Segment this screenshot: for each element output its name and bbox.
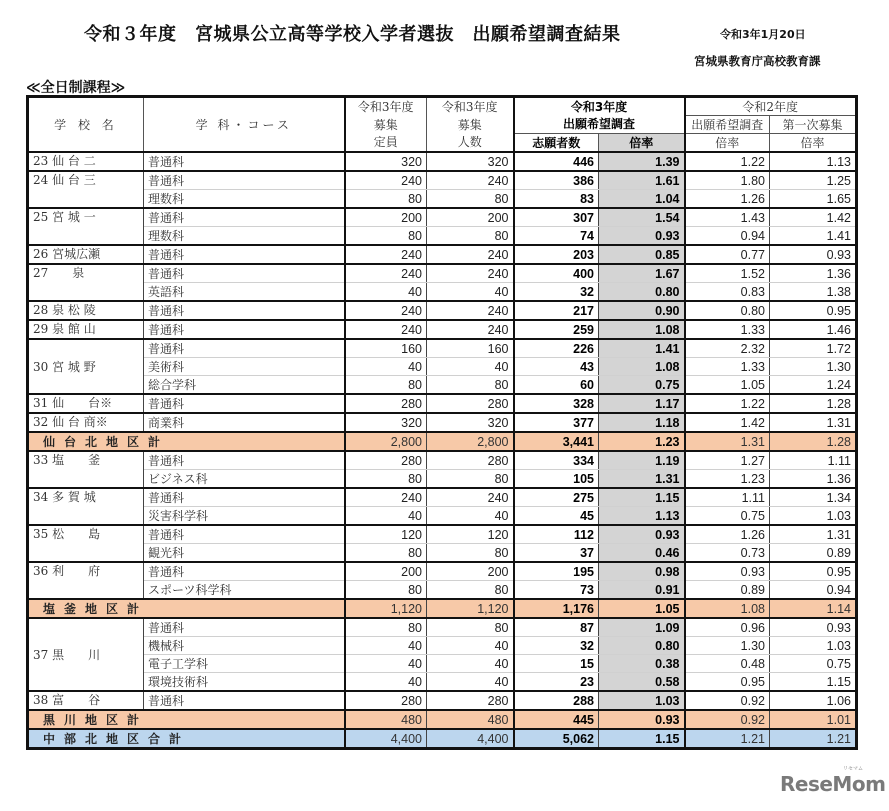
applicants-cell: 1,176 [514, 599, 599, 618]
capacity-cell: 240 [345, 320, 427, 339]
recruit-cell: 80 [427, 618, 514, 637]
applicants-cell: 400 [514, 264, 599, 283]
table-row [28, 507, 857, 526]
course-name: 普通科 [144, 488, 345, 507]
recruit-cell: 40 [427, 673, 514, 692]
applicants-cell: 288 [514, 691, 599, 710]
recruit-cell: 240 [427, 301, 514, 320]
capacity-cell: 80 [345, 376, 427, 395]
school-name: 25 宮 城 一 [28, 208, 144, 245]
header-prev-year: 令和2年度 [685, 97, 857, 116]
ratio-cell: 1.08 [599, 320, 685, 339]
capacity-cell: 240 [345, 488, 427, 507]
header-course: 学 科・コース [144, 97, 345, 153]
table-row [28, 470, 857, 489]
capacity-cell: 80 [345, 190, 427, 209]
recruit-cell: 2,800 [427, 432, 514, 451]
header-recruit-year: 令和3年度 [427, 97, 514, 116]
prev-first-ratio-cell: 1.38 [770, 283, 857, 302]
ratio-cell: 0.58 [599, 673, 685, 692]
table-row [28, 208, 857, 227]
course-name: 理数科 [144, 190, 345, 209]
ratio-cell: 1.13 [599, 507, 685, 526]
capacity-cell: 40 [345, 673, 427, 692]
course-name: 普通科 [144, 562, 345, 581]
capacity-cell: 80 [345, 618, 427, 637]
recruit-cell: 240 [427, 171, 514, 190]
prev-first-ratio-cell: 0.89 [770, 544, 857, 563]
logo-kana: リセマム [843, 766, 863, 772]
prev-survey-ratio-cell: 0.94 [685, 227, 770, 246]
applicants-cell: 386 [514, 171, 599, 190]
prev-survey-ratio-cell: 0.92 [685, 691, 770, 710]
prev-first-ratio-cell: 1.34 [770, 488, 857, 507]
recruit-cell: 40 [427, 637, 514, 655]
course-name: 普通科 [144, 394, 345, 413]
capacity-cell: 1,120 [345, 599, 427, 618]
course-name: 普通科 [144, 618, 345, 637]
header-capacity-year: 令和3年度 [345, 97, 427, 116]
prev-survey-ratio-cell: 0.73 [685, 544, 770, 563]
prev-first-ratio-cell: 1.06 [770, 691, 857, 710]
recruit-cell: 40 [427, 283, 514, 302]
capacity-cell: 200 [345, 208, 427, 227]
applicants-cell: 226 [514, 339, 599, 358]
prev-first-ratio-cell: 1.28 [770, 394, 857, 413]
prev-first-ratio-cell: 1.31 [770, 525, 857, 544]
capacity-cell: 40 [345, 637, 427, 655]
ratio-cell: 1.41 [599, 339, 685, 358]
recruit-cell: 80 [427, 581, 514, 600]
prev-survey-ratio-cell: 2.32 [685, 339, 770, 358]
course-name: 普通科 [144, 245, 345, 264]
school-name: 23 仙 台 二 [28, 152, 144, 171]
capacity-cell: 2,800 [345, 432, 427, 451]
applicants-cell: 203 [514, 245, 599, 264]
ratio-cell: 1.31 [599, 470, 685, 489]
grand-total-row [28, 729, 857, 749]
applicants-cell: 87 [514, 618, 599, 637]
applicants-cell: 105 [514, 470, 599, 489]
school-name: 35 松 島 [28, 525, 144, 562]
capacity-cell: 40 [345, 358, 427, 376]
table-row [28, 339, 857, 358]
school-name: 28 泉 松 陵 [28, 301, 144, 320]
recruit-cell: 40 [427, 507, 514, 526]
ratio-cell: 0.93 [599, 525, 685, 544]
prev-survey-ratio-cell: 1.22 [685, 394, 770, 413]
header-school: 学 校 名 [28, 97, 144, 153]
recruit-cell: 80 [427, 544, 514, 563]
recruit-cell: 120 [427, 525, 514, 544]
prev-survey-ratio-cell: 0.95 [685, 673, 770, 692]
table-row [28, 525, 857, 544]
course-name: 英語科 [144, 283, 345, 302]
school-name: 27 泉 [28, 264, 144, 301]
capacity-cell: 280 [345, 451, 427, 470]
table-row [28, 283, 857, 302]
ratio-cell: 0.85 [599, 245, 685, 264]
course-name: 普通科 [144, 264, 345, 283]
results-table [26, 95, 858, 750]
applicants-cell: 445 [514, 710, 599, 729]
prev-survey-ratio-cell: 0.75 [685, 507, 770, 526]
prev-survey-ratio-cell: 1.27 [685, 451, 770, 470]
capacity-cell: 240 [345, 171, 427, 190]
prev-survey-ratio-cell: 1.23 [685, 470, 770, 489]
recruit-cell: 80 [427, 376, 514, 395]
subtotal-row [28, 599, 857, 618]
school-name: 38 富 谷 [28, 691, 144, 710]
course-name: 電子工学科 [144, 655, 345, 673]
ratio-cell: 0.93 [599, 227, 685, 246]
prev-first-ratio-cell: 1.01 [770, 710, 857, 729]
applicants-cell: 217 [514, 301, 599, 320]
prev-first-ratio-cell: 1.13 [770, 152, 857, 171]
school-name: 26 宮城広瀬 [28, 245, 144, 264]
recruit-cell: 240 [427, 264, 514, 283]
prev-first-ratio-cell: 1.03 [770, 507, 857, 526]
table-body [28, 152, 857, 749]
ratio-cell: 0.93 [599, 710, 685, 729]
applicants-cell: 446 [514, 152, 599, 171]
course-name: 普通科 [144, 171, 345, 190]
prev-first-ratio-cell: 1.03 [770, 637, 857, 655]
prev-first-ratio-cell: 0.95 [770, 562, 857, 581]
table-row [28, 488, 857, 507]
recruit-cell: 40 [427, 655, 514, 673]
applicants-cell: 195 [514, 562, 599, 581]
prev-first-ratio-cell: 0.93 [770, 245, 857, 264]
recruit-cell: 320 [427, 413, 514, 432]
course-name: 美術科 [144, 358, 345, 376]
applicants-cell: 83 [514, 190, 599, 209]
header-capacity-boshu: 募集 [345, 116, 427, 134]
prev-first-ratio-cell: 1.41 [770, 227, 857, 246]
course-name: 普通科 [144, 525, 345, 544]
applicants-cell: 45 [514, 507, 599, 526]
capacity-cell: 320 [345, 152, 427, 171]
applicants-cell: 32 [514, 637, 599, 655]
ratio-cell: 1.15 [599, 488, 685, 507]
ratio-cell: 1.08 [599, 358, 685, 376]
prev-survey-ratio-cell: 1.21 [685, 729, 770, 749]
prev-first-ratio-cell: 1.25 [770, 171, 857, 190]
logo-text: ReseMom [780, 772, 886, 796]
header-prev-survey-ratio: 倍率 [685, 134, 770, 153]
table-row [28, 413, 857, 432]
prev-survey-ratio-cell: 1.26 [685, 190, 770, 209]
prev-first-ratio-cell: 1.24 [770, 376, 857, 395]
capacity-cell: 40 [345, 507, 427, 526]
header-prev-survey: 出願希望調査 [685, 116, 770, 134]
recruit-cell: 480 [427, 710, 514, 729]
prev-survey-ratio-cell: 0.48 [685, 655, 770, 673]
school-name: 29 泉 館 山 [28, 320, 144, 339]
recruit-cell: 280 [427, 691, 514, 710]
capacity-cell: 320 [345, 413, 427, 432]
course-name: 普通科 [144, 451, 345, 470]
total-label: 塩釜地区計 [28, 599, 345, 618]
capacity-cell: 280 [345, 394, 427, 413]
prev-survey-ratio-cell: 1.42 [685, 413, 770, 432]
ratio-cell: 0.38 [599, 655, 685, 673]
recruit-cell: 4,400 [427, 729, 514, 749]
recruit-cell: 80 [427, 227, 514, 246]
prev-first-ratio-cell: 1.14 [770, 599, 857, 618]
course-name: 災害科学科 [144, 507, 345, 526]
prev-survey-ratio-cell: 1.11 [685, 488, 770, 507]
applicants-cell: 112 [514, 525, 599, 544]
applicants-cell: 5,062 [514, 729, 599, 749]
applicants-cell: 73 [514, 581, 599, 600]
course-name: 機械科 [144, 637, 345, 655]
table-row [28, 245, 857, 264]
ratio-cell: 1.61 [599, 171, 685, 190]
prev-survey-ratio-cell: 1.31 [685, 432, 770, 451]
table-row [28, 618, 857, 637]
prev-first-ratio-cell: 0.95 [770, 301, 857, 320]
ratio-cell: 1.39 [599, 152, 685, 171]
prev-survey-ratio-cell: 1.30 [685, 637, 770, 655]
subtotal-row [28, 432, 857, 451]
school-name: 31 仙 台※ [28, 394, 144, 413]
prev-survey-ratio-cell: 1.22 [685, 152, 770, 171]
applicants-cell: 328 [514, 394, 599, 413]
prev-first-ratio-cell: 1.30 [770, 358, 857, 376]
ratio-cell: 1.04 [599, 190, 685, 209]
capacity-cell: 80 [345, 227, 427, 246]
school-name: 24 仙 台 三 [28, 171, 144, 208]
applicants-cell: 334 [514, 451, 599, 470]
header-prev-first-ratio: 倍率 [770, 134, 857, 153]
table-row [28, 451, 857, 470]
table-row [28, 190, 857, 209]
prev-survey-ratio-cell: 0.83 [685, 283, 770, 302]
school-name: 37 黒 川 [28, 618, 144, 691]
prev-survey-ratio-cell: 0.96 [685, 618, 770, 637]
prev-first-ratio-cell: 0.93 [770, 618, 857, 637]
course-name: 普通科 [144, 691, 345, 710]
ratio-cell: 1.54 [599, 208, 685, 227]
prev-survey-ratio-cell: 1.43 [685, 208, 770, 227]
ratio-cell: 1.19 [599, 451, 685, 470]
page-title: 令和３年度 宮城県公立高等学校入学者選抜 出願希望調査結果 [84, 24, 621, 45]
prev-first-ratio-cell: 1.42 [770, 208, 857, 227]
prev-first-ratio-cell: 1.31 [770, 413, 857, 432]
capacity-cell: 80 [345, 544, 427, 563]
table-row [28, 544, 857, 563]
school-name: 33 塩 釜 [28, 451, 144, 488]
recruit-cell: 200 [427, 562, 514, 581]
capacity-cell: 240 [345, 301, 427, 320]
table-row [28, 376, 857, 395]
applicants-cell: 74 [514, 227, 599, 246]
header-survey-year: 令和3年度 [514, 97, 685, 116]
total-label: 中部北地区合計 [28, 729, 345, 749]
recruit-cell: 40 [427, 358, 514, 376]
prev-survey-ratio-cell: 1.08 [685, 599, 770, 618]
school-name: 36 利 府 [28, 562, 144, 599]
header-survey-title: 出願希望調査 [514, 116, 685, 134]
school-name: 30 宮 城 野 [28, 339, 144, 394]
table-row [28, 320, 857, 339]
capacity-cell: 80 [345, 470, 427, 489]
capacity-cell: 280 [345, 691, 427, 710]
table-row [28, 581, 857, 600]
ratio-cell: 0.46 [599, 544, 685, 563]
applicants-cell: 43 [514, 358, 599, 376]
document-date: 令和3年1月20日 [720, 28, 806, 41]
table-row [28, 171, 857, 190]
prev-survey-ratio-cell: 0.93 [685, 562, 770, 581]
ratio-cell: 1.09 [599, 618, 685, 637]
prev-survey-ratio-cell: 0.80 [685, 301, 770, 320]
ratio-cell: 1.03 [599, 691, 685, 710]
ratio-cell: 1.15 [599, 729, 685, 749]
prev-survey-ratio-cell: 1.26 [685, 525, 770, 544]
applicants-cell: 23 [514, 673, 599, 692]
ratio-cell: 1.18 [599, 413, 685, 432]
course-name: 普通科 [144, 320, 345, 339]
course-name: 理数科 [144, 227, 345, 246]
table-row [28, 691, 857, 710]
prev-first-ratio-cell: 1.11 [770, 451, 857, 470]
prev-first-ratio-cell: 1.28 [770, 432, 857, 451]
ratio-cell: 1.23 [599, 432, 685, 451]
capacity-cell: 120 [345, 525, 427, 544]
header-recruit-ninzu: 人数 [427, 134, 514, 153]
table-row [28, 301, 857, 320]
prev-survey-ratio-cell: 1.33 [685, 358, 770, 376]
course-name: 普通科 [144, 301, 345, 320]
prev-first-ratio-cell: 1.21 [770, 729, 857, 749]
prev-survey-ratio-cell: 1.52 [685, 264, 770, 283]
course-name: 観光科 [144, 544, 345, 563]
course-name: 環境技術科 [144, 673, 345, 692]
applicants-cell: 15 [514, 655, 599, 673]
capacity-cell: 4,400 [345, 729, 427, 749]
prev-first-ratio-cell: 1.72 [770, 339, 857, 358]
recruit-cell: 80 [427, 190, 514, 209]
ratio-cell: 0.98 [599, 562, 685, 581]
total-label: 仙台北地区計 [28, 432, 345, 451]
capacity-cell: 240 [345, 264, 427, 283]
course-name: 総合学科 [144, 376, 345, 395]
course-name: 普通科 [144, 208, 345, 227]
recruit-cell: 240 [427, 320, 514, 339]
applicants-cell: 37 [514, 544, 599, 563]
ratio-cell: 1.67 [599, 264, 685, 283]
course-name: 商業科 [144, 413, 345, 432]
table-row [28, 655, 857, 673]
school-name: 32 仙 台 商※ [28, 413, 144, 432]
prev-first-ratio-cell: 1.36 [770, 264, 857, 283]
course-name: 普通科 [144, 339, 345, 358]
recruit-cell: 280 [427, 394, 514, 413]
school-name: 34 多 賀 城 [28, 488, 144, 525]
table-row [28, 264, 857, 283]
recruit-cell: 240 [427, 245, 514, 264]
capacity-cell: 40 [345, 283, 427, 302]
course-name: 普通科 [144, 152, 345, 171]
header-capacity-teiin: 定員 [345, 134, 427, 153]
prev-survey-ratio-cell: 0.92 [685, 710, 770, 729]
recruit-cell: 320 [427, 152, 514, 171]
ratio-cell: 0.80 [599, 637, 685, 655]
prev-survey-ratio-cell: 0.77 [685, 245, 770, 264]
capacity-cell: 80 [345, 581, 427, 600]
applicants-cell: 32 [514, 283, 599, 302]
recruit-cell: 200 [427, 208, 514, 227]
header-applicants: 志願者数 [514, 134, 599, 153]
ratio-cell: 1.17 [599, 394, 685, 413]
prev-first-ratio-cell: 1.15 [770, 673, 857, 692]
capacity-cell: 160 [345, 339, 427, 358]
ratio-cell: 0.75 [599, 376, 685, 395]
prev-first-ratio-cell: 1.65 [770, 190, 857, 209]
table-row [28, 227, 857, 246]
issuing-department: 宮城県教育庁高校教育課 [694, 54, 821, 68]
prev-first-ratio-cell: 0.75 [770, 655, 857, 673]
ratio-cell: 0.91 [599, 581, 685, 600]
prev-first-ratio-cell: 0.94 [770, 581, 857, 600]
header-prev-first: 第一次募集 [770, 116, 857, 134]
applicants-cell: 377 [514, 413, 599, 432]
prev-survey-ratio-cell: 1.05 [685, 376, 770, 395]
table-row [28, 673, 857, 692]
ratio-cell: 1.05 [599, 599, 685, 618]
applicants-cell: 275 [514, 488, 599, 507]
recruit-cell: 1,120 [427, 599, 514, 618]
header-recruit-boshu: 募集 [427, 116, 514, 134]
recruit-cell: 160 [427, 339, 514, 358]
capacity-cell: 200 [345, 562, 427, 581]
table-row [28, 562, 857, 581]
header-ratio: 倍率 [599, 134, 685, 153]
capacity-cell: 40 [345, 655, 427, 673]
capacity-cell: 240 [345, 245, 427, 264]
table-row [28, 637, 857, 655]
table-row [28, 152, 857, 171]
prev-first-ratio-cell: 1.46 [770, 320, 857, 339]
total-label: 黒川地区計 [28, 710, 345, 729]
applicants-cell: 60 [514, 376, 599, 395]
prev-survey-ratio-cell: 1.80 [685, 171, 770, 190]
section-label: ≪全日制課程≫ [26, 80, 126, 96]
applicants-cell: 259 [514, 320, 599, 339]
applicants-cell: 307 [514, 208, 599, 227]
resemom-logo [780, 766, 886, 796]
recruit-cell: 240 [427, 488, 514, 507]
table-row [28, 358, 857, 376]
subtotal-row [28, 710, 857, 729]
recruit-cell: 80 [427, 470, 514, 489]
ratio-cell: 0.90 [599, 301, 685, 320]
recruit-cell: 280 [427, 451, 514, 470]
ratio-cell: 0.80 [599, 283, 685, 302]
applicants-cell: 3,441 [514, 432, 599, 451]
course-name: ビジネス科 [144, 470, 345, 489]
table-row [28, 394, 857, 413]
prev-survey-ratio-cell: 0.89 [685, 581, 770, 600]
prev-first-ratio-cell: 1.36 [770, 470, 857, 489]
prev-survey-ratio-cell: 1.33 [685, 320, 770, 339]
course-name: スポーツ科学科 [144, 581, 345, 600]
capacity-cell: 480 [345, 710, 427, 729]
